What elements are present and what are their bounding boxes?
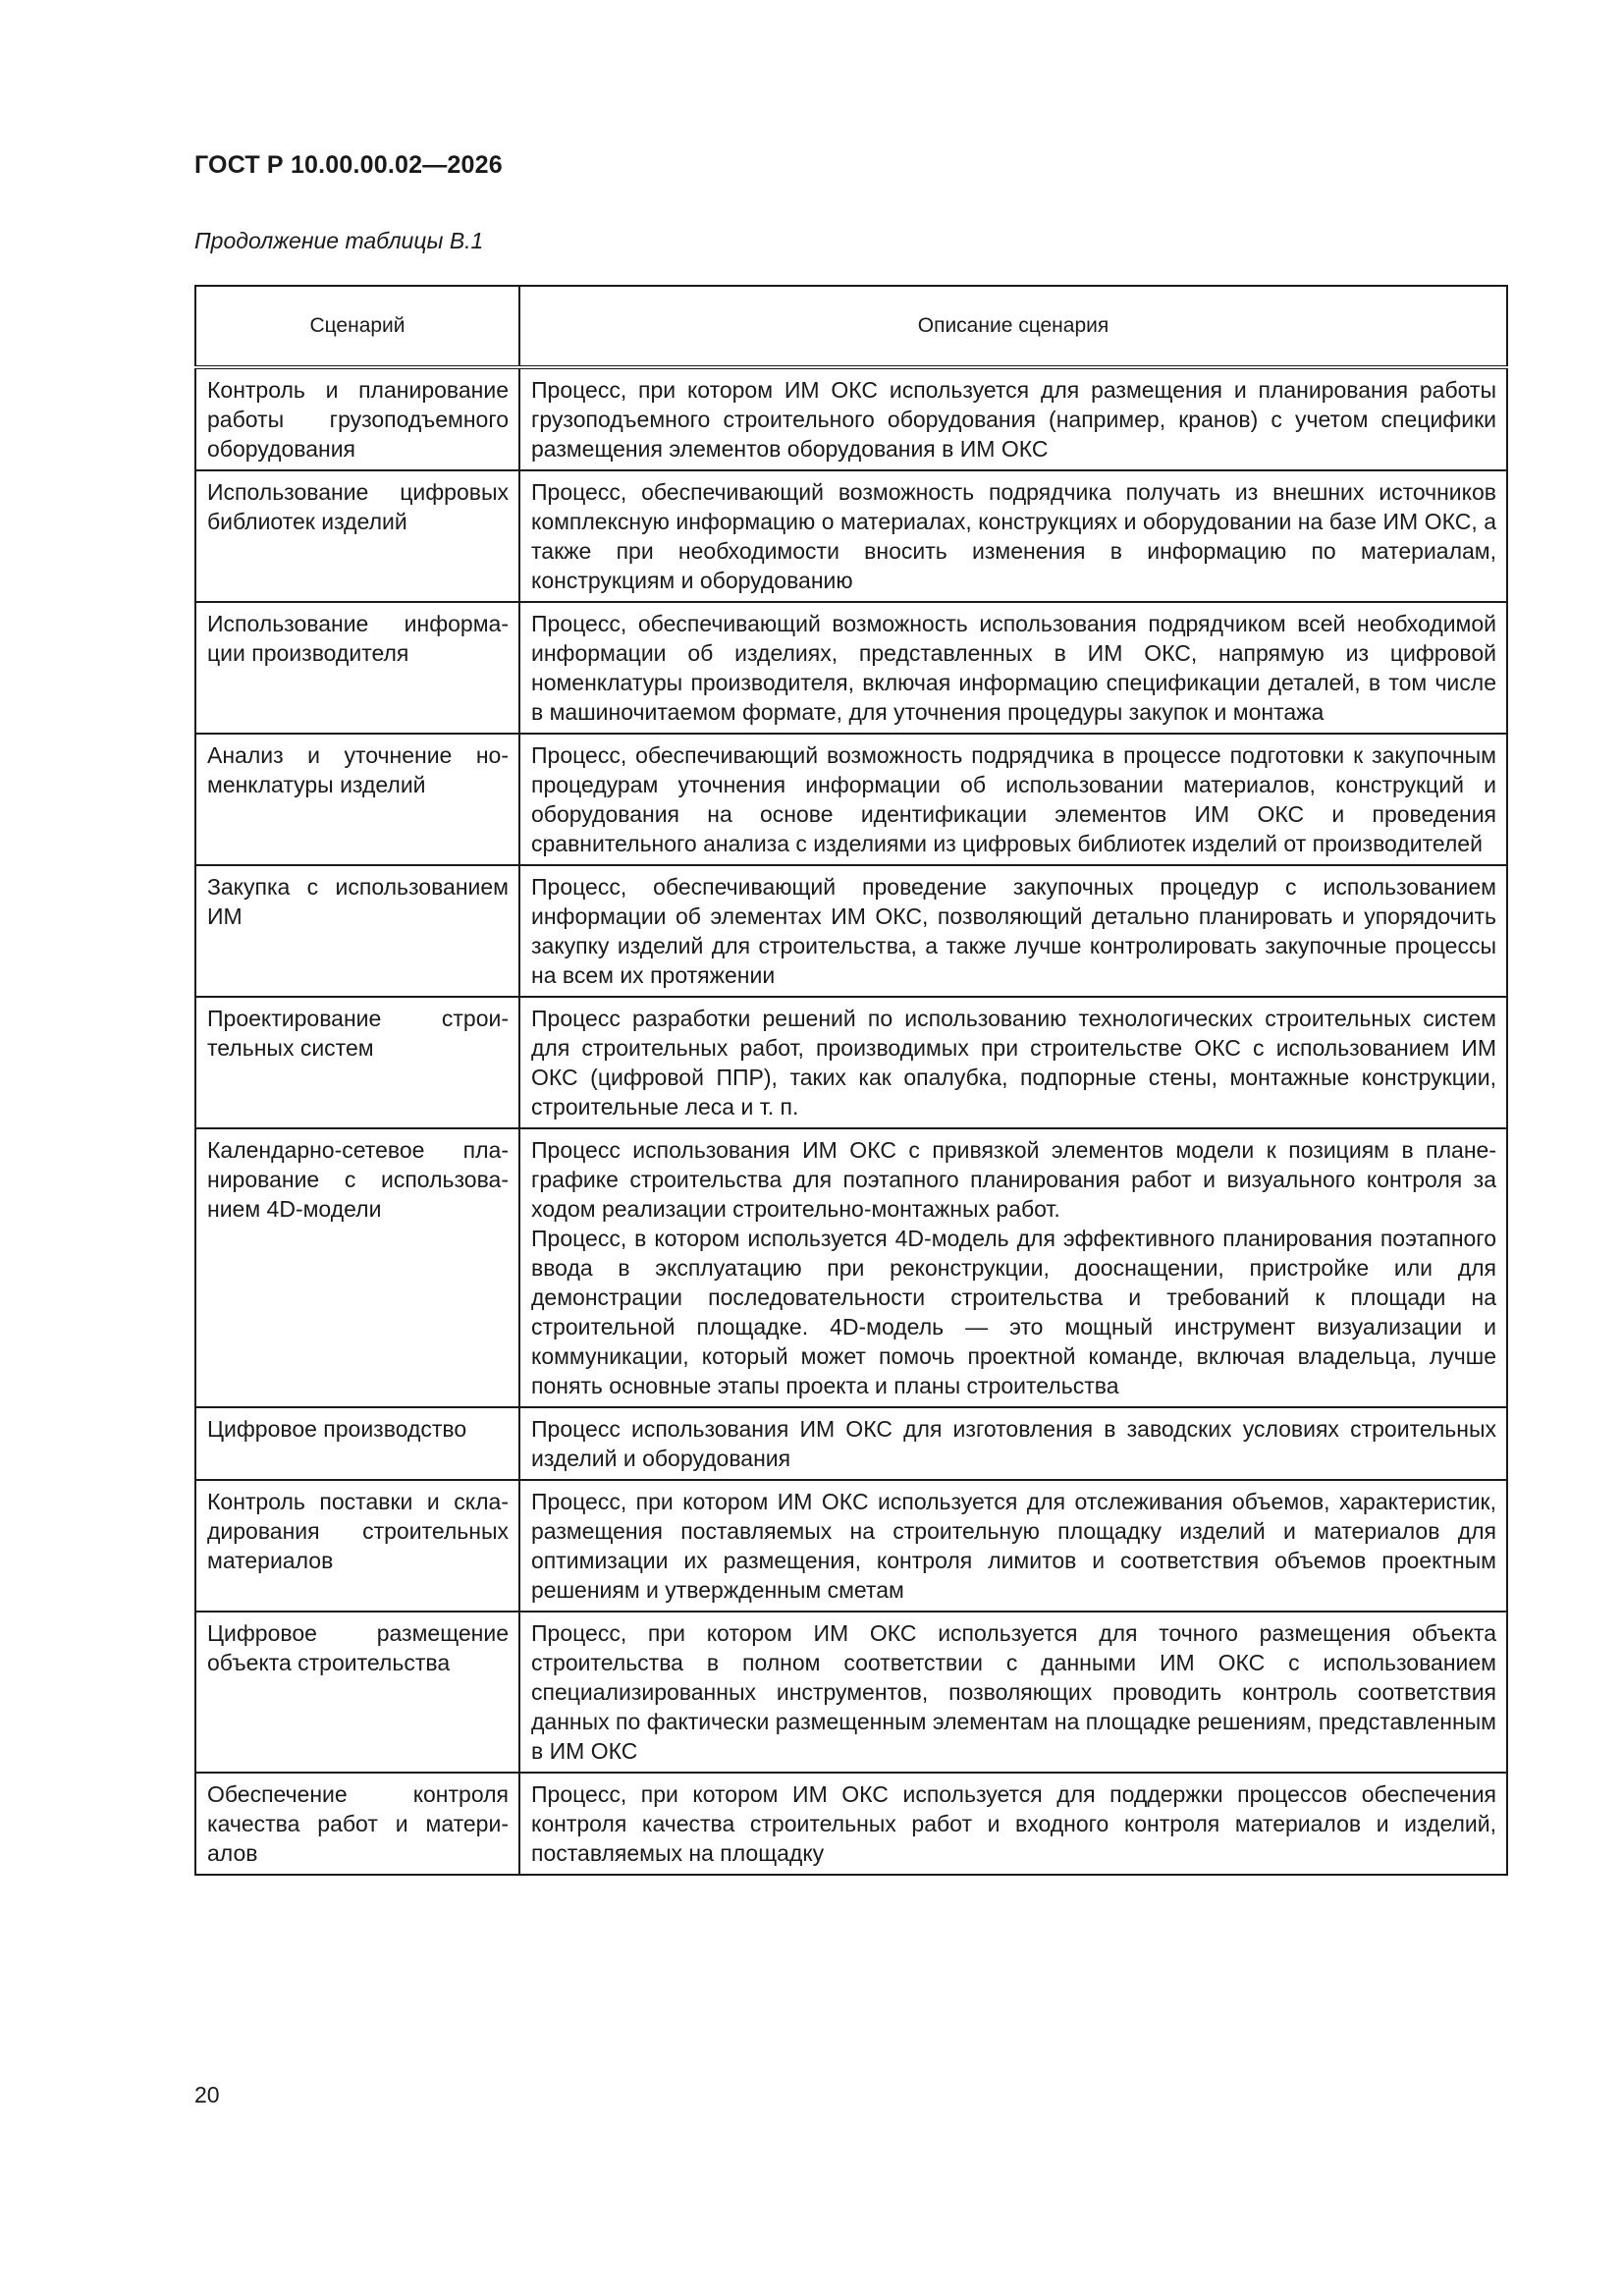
description-paragraph: Процесс, обеспечивающий возможность подрядчика в процессе подготовки к закупочным процедурам уточнения информации об использовании материалов, конструкций и оборудования на основе идентификации элементов ИМ ОКС и проведения сравнительного анализа с изделиями из цифровых библиотек изделий от производителей xyxy=(531,742,1496,856)
description-paragraph: Процесс разработки решений по использованию технологических строительных систем для строительных работ, производимых при строительстве ОКС с использованием ИМ ОКС (цифровой ППР), таких как опалубка, подпорные стены, монтажные конструкции, строительные леса и т. п. xyxy=(531,1006,1496,1120)
description-cell xyxy=(519,1773,1507,1875)
description-cell xyxy=(519,602,1507,734)
description-paragraph: Процесс, при котором ИМ ОКС используется для поддержки процессов обеспечения контроля качества строительных работ и входного контроля материалов и изделий, поставляемых на площадку xyxy=(531,1781,1496,1866)
description-cell xyxy=(519,367,1507,470)
page-number: 20 xyxy=(194,2082,220,2107)
scenario-cell: Анализ и уточнение номенклатуры изделий xyxy=(195,734,519,865)
scenario-cell: Календарно-сетевое планирование с использованием 4D-модели xyxy=(195,1128,519,1407)
description-paragraph: Процесс, в котором используется 4D-модель для эффективного планирования поэтапного ввода в эксплуатацию при реконструкции, дооснащении, пристройке или для демонстрации последовательности строительства и требований к площади на строительной площадке. 4D-модель — это мощный инструмент визуализации и коммуникации, который может помочь проектной команде, включая владельца, лучше понять основные этапы проекта и планы строительства xyxy=(531,1226,1496,1398)
column-header-description: Описание сценария xyxy=(519,286,1507,367)
table-row xyxy=(195,1128,1507,1407)
description-cell xyxy=(519,470,1507,602)
table-row xyxy=(195,1612,1507,1773)
description-cell xyxy=(519,1480,1507,1612)
description-paragraph: Процесс использования ИМ ОКС для изготовления в заводских условиях строительных изделий и оборудования xyxy=(531,1416,1496,1471)
document-id: ГОСТ Р 10.00.00.02—2026 xyxy=(194,151,503,179)
scenario-cell: Цифровое производство xyxy=(195,1407,519,1480)
scenario-cell: Использование информации производителя xyxy=(195,602,519,734)
scenario-cell: Закупка с использованием ИМ xyxy=(195,865,519,997)
column-header-scenario: Сценарий xyxy=(195,286,519,367)
description-cell xyxy=(519,1128,1507,1407)
description-paragraph: Процесс, при котором ИМ ОКС используется для отслеживания объемов, характеристик, размещения поставляемых на строительную площадку изделий и материалов для оптимизации их размещения, контроля лимитов и соответствия объемов проектным решениям и утвержденным сметам xyxy=(531,1489,1496,1603)
scenario-cell: Контроль и планирование работы грузоподъемного оборудования xyxy=(195,367,519,470)
table-row xyxy=(195,997,1507,1128)
scenario-cell: Обеспечение контроля качества работ и материалов xyxy=(195,1773,519,1875)
description-cell xyxy=(519,1407,1507,1480)
description-paragraph: Процесс, при котором ИМ ОКС используется для точного размещения объекта строительства в полном соответствии с данными ИМ ОКС с использованием специализированных инструментов, позволяющих проводить контроль соответствия данных по фактически размещенным элементам на площадке решениям, представленным в ИМ ОКС xyxy=(531,1620,1496,1764)
description-cell xyxy=(519,865,1507,997)
description-paragraph: Процесс, при котором ИМ ОКС используется для размещения и планирования работы грузоподъемного строительного оборудования (например, кранов) с учетом специфики размещения элементов оборудования в ИМ ОКС xyxy=(531,377,1496,462)
table-header-row xyxy=(195,286,1507,367)
table-row xyxy=(195,734,1507,865)
description-paragraph: Процесс использования ИМ ОКС с привязкой элементов модели к позициям в планеграфике строительства для поэтапного планирования работ и визуального контроля за ходом реализации строительно-монтажных работ. xyxy=(531,1137,1496,1222)
description-paragraph: Процесс, обеспечивающий проведение закупочных процедур с использованием информации об элементах ИМ ОКС, позволяющий детально планировать и упорядочить закупку изделий для строительства, а также лучше контролировать закупочные процессы на всем их протяжении xyxy=(531,874,1496,988)
table-row xyxy=(195,1773,1507,1875)
description-cell xyxy=(519,734,1507,865)
table-row xyxy=(195,1407,1507,1480)
table-body xyxy=(195,367,1507,1875)
scenario-cell: Использование цифровых библиотек изделий xyxy=(195,470,519,602)
description-cell xyxy=(519,997,1507,1128)
table-row xyxy=(195,1480,1507,1612)
table-caption: Продолжение таблицы В.1 xyxy=(194,228,484,253)
description-cell xyxy=(519,1612,1507,1773)
table-row xyxy=(195,602,1507,734)
description-paragraph: Процесс, обеспечивающий возможность подрядчика получать из внешних источников комплексную информацию о материалах, конструкциях и оборудовании на базе ИМ ОКС, а также при необходимости вносить изменения в информацию по материалам, конструкциям и оборудованию xyxy=(531,479,1496,593)
scenario-cell: Проектирование строительных систем xyxy=(195,997,519,1128)
table-row xyxy=(195,865,1507,997)
scenario-cell: Цифровое размещение объекта строительства xyxy=(195,1612,519,1773)
scenario-cell: Контроль поставки и складирования строительных материалов xyxy=(195,1480,519,1612)
table-row xyxy=(195,470,1507,602)
scenario-table xyxy=(194,285,1508,1876)
description-paragraph: Процесс, обеспечивающий возможность использования подрядчиком всей необходимой информации об изделиях, представленных в ИМ ОКС, напрямую из цифровой номенклатуры производителя, включая информацию спецификации деталей, в том числе в машиночитаемом формате, для уточнения процедуры закупок и монтажа xyxy=(531,611,1496,725)
table-row xyxy=(195,367,1507,470)
